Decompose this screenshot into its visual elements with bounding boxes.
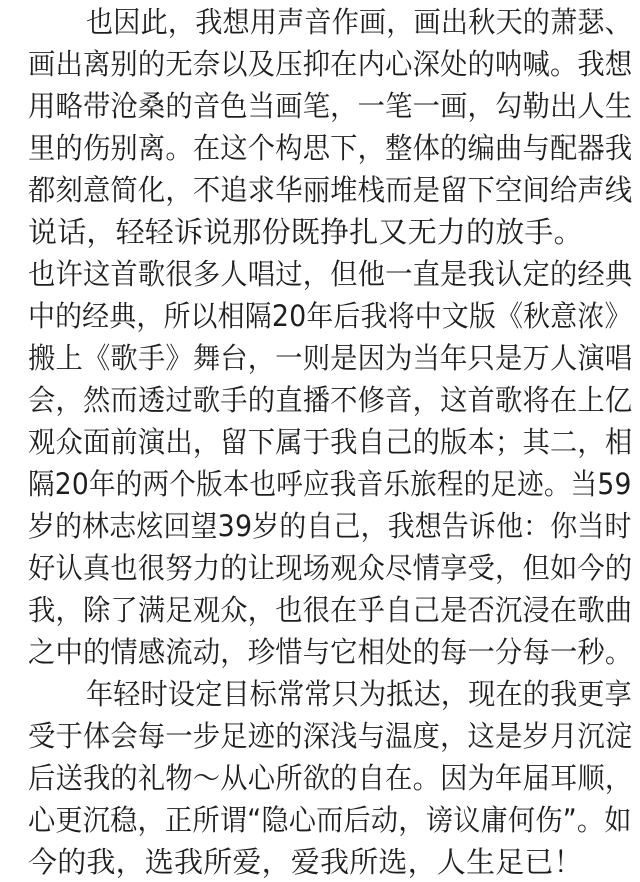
text-line: 后送我的礼物～从心所欲的自在。因为年届耳顺， [28,761,633,795]
text-line: 岁的林志炫回望39岁的自己，我想告诉他：你当时 [28,509,632,543]
text-line: 今的我，选我所爱，爱我所选，人生足已！ [28,845,583,879]
text-line: 也因此，我想用声音作画，画出秋天的萧瑟、 [86,5,632,39]
text-line: 之中的情感流动，珍惜与它相处的每一分每一秒。 [28,635,633,669]
text-line: 年轻时设定目标常常只为抵达，现在的我更享 [86,677,632,711]
text-line: 用略带沧桑的音色当画笔，一笔一画，勾勒出人生 [28,89,633,123]
text-line: 观众面前演出，留下属于我自己的版本；其二，相 [28,425,633,459]
text-line: 画出离别的无奈以及压抑在内心深处的呐喊。我想 [28,47,633,81]
text-line: 也许这首歌很多人唱过，但他一直是我认定的经典 [28,257,633,291]
text-line: 说话，轻轻诉说那份既挣扎又无力的放手。 [28,215,583,249]
text-line: 好认真也很努力的让现场观众尽情享受，但如今的 [28,551,633,585]
text-line: 受于体会每一步足迹的深浅与温度，这是岁月沉淀 [28,719,633,753]
text-line: 隔20年的两个版本也呼应我音乐旅程的足迹。当59 [28,467,632,501]
text-line: 会，然而透过歌手的直播不修音，这首歌将在上亿 [28,383,633,417]
text-line: 心更沉稳，正所谓“隐心而后动，谤议庸何伤”。如 [28,803,632,837]
text-line: 中的经典，所以相隔20年后我将中文版《秋意浓》 [28,299,632,333]
text-line: 我，除了满足观众，也很在乎自己是否沉浸在歌曲 [28,593,633,627]
text-line: 搬上《歌手》舞台，一则是因为当年只是万人演唱 [28,341,633,375]
text-line: 里的伤别离。在这个构思下，整体的编曲与配器我 [28,131,633,165]
text-line: 都刻意简化，不追求华丽堆栈而是留下空间给声线 [28,173,633,207]
